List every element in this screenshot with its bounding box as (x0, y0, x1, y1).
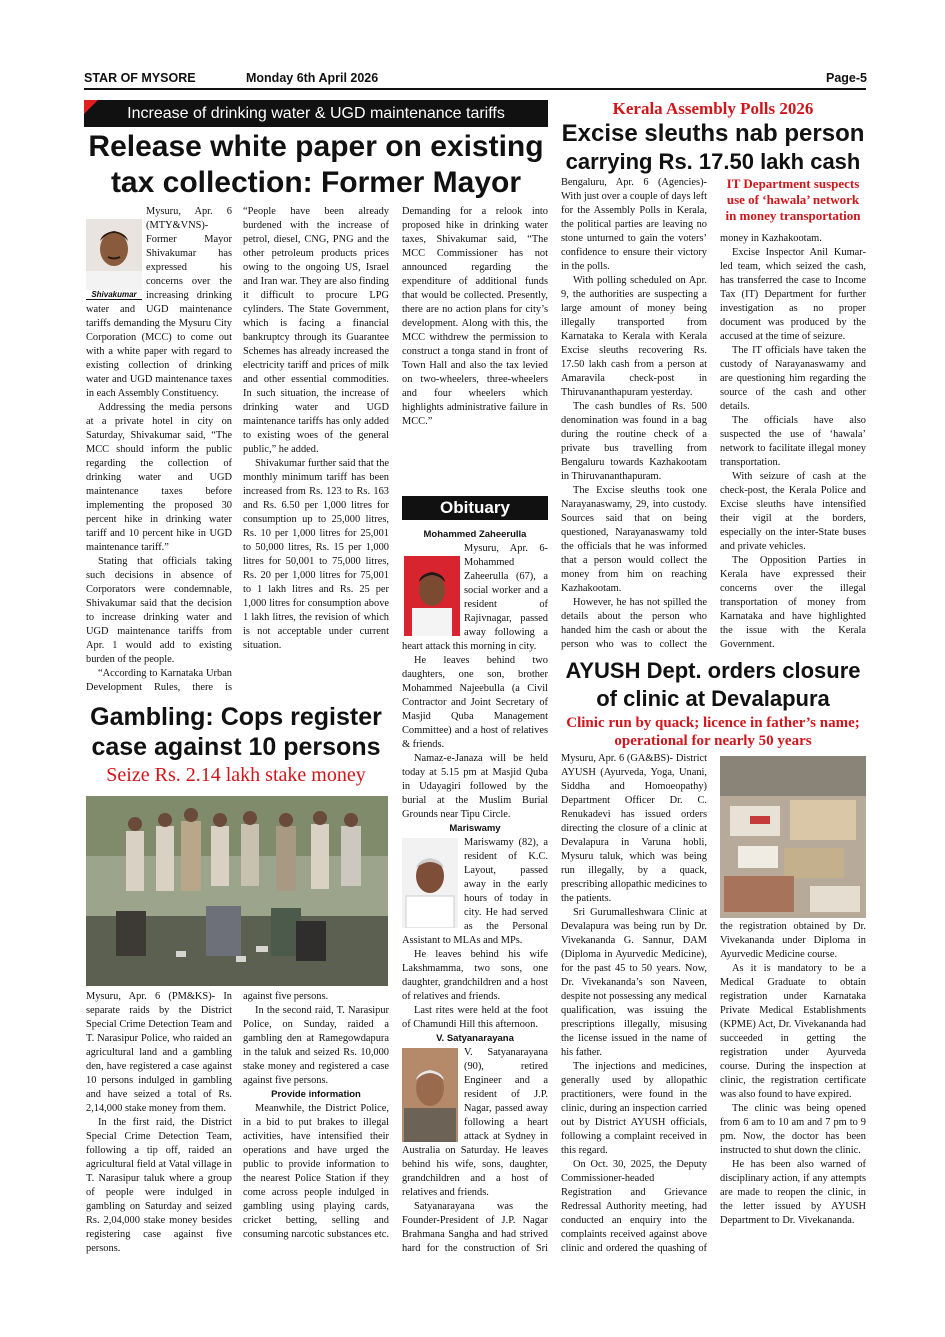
masthead-rule (84, 88, 866, 90)
obit2-text: Mariswamy (82), a resident of K.C. Layout, passed away in the early hours of today in city. He had served as the Personal Assistant to MLAs and MPs. (402, 837, 548, 946)
story2-para: In the second raid, T. Narasipur Police, on Sunday, raided a gambling den at Ramegowdapura in the taluk and seized Rs. 10,000 stake money and registered a case against five persons. (243, 1005, 389, 1086)
story1-col2 (243, 205, 389, 697)
story1-dateline: Mysuru, Apr. 6 (MTY&VNS)- Former Mayor Shivakumar has expressed his concerns over the increasing drinking water and UGD maintenance tariffs demanding the Mysuru City Corporation (MCC) to come out with a white paper with regard to existing collection of drinking water and UGD maintenance taxes in each Assembly Constituency. (86, 206, 232, 399)
story2-para-cont: against five persons. (243, 991, 329, 1002)
story1-headline-1: Release white paper on existing (88, 130, 544, 163)
clinic-photo (720, 756, 866, 918)
story1-para: Demanding for a relook into proposed hike in drinking water taxes, Shivakumar said, “The MCC Commissioner has not announced regarding the expenditure of additional funds that would be collected. Presently, there are no action plans for city’s development. Along with this, the MCC withdrew the permission to construct a tonga stand in front of Town Hall and also the tax levied on two-wheelers, three-wheelers and four wheelers which highlights administrative failure in MCC.” (402, 206, 548, 427)
obit3-text: V. Satyanarayana (90), retired Engineer and a resident of J.P. Nagar, passed away following a heart attack at Sydney in Australia on Saturday. He leaves behind his wife, sons, daughter, grandchildren and a host of relatives and friends. (402, 1047, 548, 1198)
story1-para: “According to Karnataka Urban Development Rules, there is (86, 668, 232, 693)
story3-para: The cash bundles of Rs. 500 denomination was found in a bag during the routine check of a private bus travelling from Bengaluru towards Kazhakootam in Thiruvananthapuram. (561, 401, 707, 482)
story1-col3 (402, 205, 548, 487)
issue-date: Monday 6th April 2026 (246, 71, 379, 85)
photo-caption: Shivakumar (86, 290, 142, 300)
story3-col1 (561, 176, 707, 652)
story3-para: The Opposition Parties in Kerala have expressed their concerns over the illegal transportation of money from Karnataka and have highlighted the issue with the Kerala Government. (720, 555, 866, 650)
story4-headline-1: AYUSH Dept. orders closure (565, 658, 861, 683)
story3-para: With polling scheduled on Apr. 9, the authorities are suspecting a large amount of money being illegally transported from Karnataka to Kerala with Kerala Excise sleuths recovering Rs. 17.50 lakh cash from a person at Amaravila check-post in Thiruvananthapuram yesterday. (561, 275, 707, 398)
obituary-name-1: Mohammed Zaheerulla (423, 529, 527, 540)
obituary-col (402, 542, 548, 1258)
story4-para: As it is mandatory to be a Medical Graduate to obtain registration under Karnataka Private Medical Establishments (KPME) Act, Dr. Vivekananda had succeeded in getting the registration under Ayurveda course. During the inspection at clinic, the registration certificate was also found to have expired. (720, 963, 866, 1100)
obit2-para: He leaves behind his wife Lakshmamma, two sons, one daughter, grandchildren and a host of relatives and friends. (402, 949, 548, 1002)
story2-para: Meanwhile, the District Police, in a bid to put brakes to illegal activities, have intensified their operations and have urged the public to provide information to the nearest Police Station if they come across people indulged in gambling using playing cards, cricket betting, selling and consuming narcotic substances etc. (243, 1103, 389, 1240)
story2-subhead: Provide information (271, 1089, 361, 1100)
story2-deck: Seize Rs. 2.14 lakh stake money (106, 764, 366, 786)
obit3-para: Satyanarayana was the Founder-President of J.P. Nagar Brahmana Sangha and had strived hard for the construction of Sri (402, 1201, 548, 1254)
story1-kicker: Increase of drinking water & UGD maintenance tariffs (84, 100, 548, 127)
story2-headline-1: Gambling: Cops register (90, 703, 382, 731)
story3-para: The Excise sleuths took one Narayanaswamy, 29, into custody. Sources said that on being questioned, Narayanaswamy told the officials that he was informed that a person would collect the money from him on reaching Kazhakootam. (561, 485, 707, 594)
paper-name: STAR OF MYSORE (84, 71, 196, 85)
story3-headline-2: carrying Rs. 17.50 lakh cash (565, 149, 861, 174)
mariswamy-photo (402, 836, 464, 930)
story2-para: In the first raid, the District Special Crime Detection Team, following a tip off, raided an agricultural field at Vatal village in T. Narasipur taluk where a group of people were indulged in gambling on Saturday and seized Rs. 2,04,000 stake money besides registering case against five persons. (86, 1117, 232, 1254)
obituary-name-3: V. Satyanarayana (436, 1033, 514, 1044)
story4-para: Sri Gurumalleshwara Clinic at Devalapura was being run by Dr. Vivekananda G. Sannur, DAM (Diploma in Ayurvedic Medicine), for the past 45 to 50 years. Now, Dr. Vivekananda’s son Naveen, despite not possessing any medical qualification, was issuing the prescriptions illegally, misusing the license issued in the name of his father. (561, 907, 707, 1058)
story1-para: “People have been already burdened with the increase of petrol, diesel, CNG, PNG and the other petroleum products prices owing to the ongoing US, Israel and Iran war. They are also finding it difficult to procure LPG cylinders. The State Government, which is facing a financial bankruptcy through its Guarantee Schemes has already increased the electricity tariff and prices of milk and other essential commodities. In such situation, the increase of drinking water and UGD maintenance tariffs has only added to existing woes of the general public,” he added. (243, 206, 389, 455)
story4-headline-2: of clinic at Devalapura (596, 686, 830, 711)
story1-para: Stating that officials taking such decisions in absence of Corporators were condemnable, Shivakumar said that the decision to increase drinking water and UGD maintenance tariffs from Apr. 1 would add to existing burden of the people. (86, 556, 232, 665)
story2-col1 (86, 990, 232, 1258)
story3-para: Excise Inspector Anil Kumar-led team, which seized the cash, has transferred the case to Income Tax (IT) Department for further investigation as no proper document was produced by the accused at the time of seizure. (720, 247, 866, 342)
story1-para: Addressing the media persons at a private hotel in city on Saturday, Shivakumar said, “The MCC should inform the public regarding the collection of drinking water and UGD maintenance taxes before implementing the proposed 30 percent hike in drinking water tariff and 10 percent hike in UGD maintenance tariff.” (86, 402, 232, 553)
story3-para: The IT officials have taken the custody of Narayanaswamy and are questioning him regarding the source of the cash and other details. (720, 345, 866, 412)
story4-para: He has been also warned of disciplinary action, if any attempts are made to reopen the clinic, in the letter issued by AYUSH Department to Dr. Vivekananda. (720, 1159, 866, 1226)
kicker-accent (84, 100, 98, 114)
story3-headline-1: Excise sleuths nab person (561, 120, 865, 147)
story4-para: The injections and medicines, generally used by allopathic practitioners, were found in the clinic, during an inspection carried out by District AYUSH officials, following a complaint received in this regard. (561, 1061, 707, 1156)
story3-col2 (720, 232, 866, 652)
story3-para: However, he has not spilled the details about the person who handed him the cash or about the person who was to collect the (561, 597, 707, 650)
story4-para-cont: the registration obtained by Dr. Vivekananda under Diploma in Ayurvedic Medicine course. (720, 921, 866, 960)
obit1-para: Namaz-e-Janaza will be held today at 5.15 pm at Masjid Quba in Udayagiri followed by the burial at the Muslim Burial Grounds near Tipu Circle. (402, 753, 548, 820)
story3-para-cont: money in Kazhakootam. (720, 233, 822, 244)
story2-dateline: Mysuru, Apr. 6 (PM&KS)- In separate raids by the District Special Crime Detection Team and T. Narasipur Police, who raided an agricultural land and a gambling den, have registered a case against 10 persons indulged in gambling and have seized a total of Rs. 2,14,000 stake money from them. (86, 991, 232, 1114)
story4-dateline: Mysuru, Apr. 6 (GA&BS)- District AYUSH (Ayurveda, Yoga, Unani, Siddha and Homoeopathy) Department Officer Dr. C. Renukadevi has issued orders directing the closure of a clinic at Devalapura in Varuna hobli, Mysuru taluk, which was being run illegally, by a quack, prescribing allopathic medicines to the patients. (561, 753, 707, 904)
story4-col2 (720, 920, 866, 1258)
story2-headline-2: case against 10 persons (91, 733, 381, 761)
photo-spacer (402, 542, 464, 638)
story3-para: The officials have also suspected the use of ‘hawala’ network to facilitate illegal money transportation. (720, 415, 866, 468)
story3-kicker: Kerala Assembly Polls 2026 (612, 99, 814, 118)
satyanarayana-photo (402, 1046, 464, 1144)
photo-spacer (86, 205, 146, 301)
story1-col1 (86, 205, 232, 697)
story3-dateline: Bengaluru, Apr. 6 (Agencies)- With just over a couple of days left for the Assembly Polls in Kerala, the political parties are leaving no stone unturned to gain the voters’ confidence to ensure their victory in the polls. (561, 177, 707, 272)
gambling-raid-photo (86, 796, 388, 986)
story1-para: Shivakumar further said that the monthly minimum tariff has been increased from Rs. 123 to Rs. 163 and Rs. 6.50 per 1,000 litres for consumption up to 25,000 litres, Rs. 10 per 1,000 litres for 25,001 to 50,000 litres, Rs. 15 per 1,000 litres for 50,001 to 75,000 litres, Rs. 20 per 1,000 litres for 75,001 to 1 lakh litres and Rs. 25 per 1,000 litres for consumption above 1 lakh litres, the revision of which is not acceptable under current situation. (243, 458, 389, 651)
story4-deck: Clinic run by quack; licence in father’s name; operational for nearly 50 years (566, 715, 860, 749)
obit1-para: He leaves behind two daughters, one son, brother Mohammed Najeebulla (a Civil Contractor and Joint Secretary of Masjid Quba Management Committee) and a host of relatives & friends. (402, 655, 548, 750)
page-number: Page-5 (826, 71, 867, 85)
story3-deck: IT Department suspects use of ‘hawala’ network in money transportation (725, 176, 861, 223)
story4-col1 (561, 752, 707, 1258)
obit2-para: Last rites were held at the foot of Chamundi Hill this afternoon. (402, 1005, 548, 1030)
obituary-header: Obituary (402, 496, 548, 520)
story2-col2 (243, 990, 389, 1258)
story4-para: The clinic was being opened from 6 am to 10 am and 7 pm to 9 pm. Now, the doctor has been instructed to shut down the clinic. (720, 1103, 866, 1156)
story3-para: With seizure of cash at the check-post, the Kerala Police and Excise sleuths have intensified their vigil at the borders, especially on the inter-State buses and private vehicles. (720, 471, 866, 552)
story1-headline-2: tax collection: Former Mayor (110, 166, 522, 199)
obituary-name-2: Mariswamy (449, 823, 501, 834)
obit1-text: Mysuru, Apr. 6- Mohammed Zaheerulla (67), a social worker and a resident of Rajivnagar, passed away following a heart attack this morning in city. (402, 543, 548, 652)
story4-para: On Oct. 30, 2025, the Deputy Commissioner-headed Registration and Grievance Redressal Authority meeting, had conducted an enquiry into the complaints received against above clinic and ordered the quashing of (561, 1159, 707, 1254)
